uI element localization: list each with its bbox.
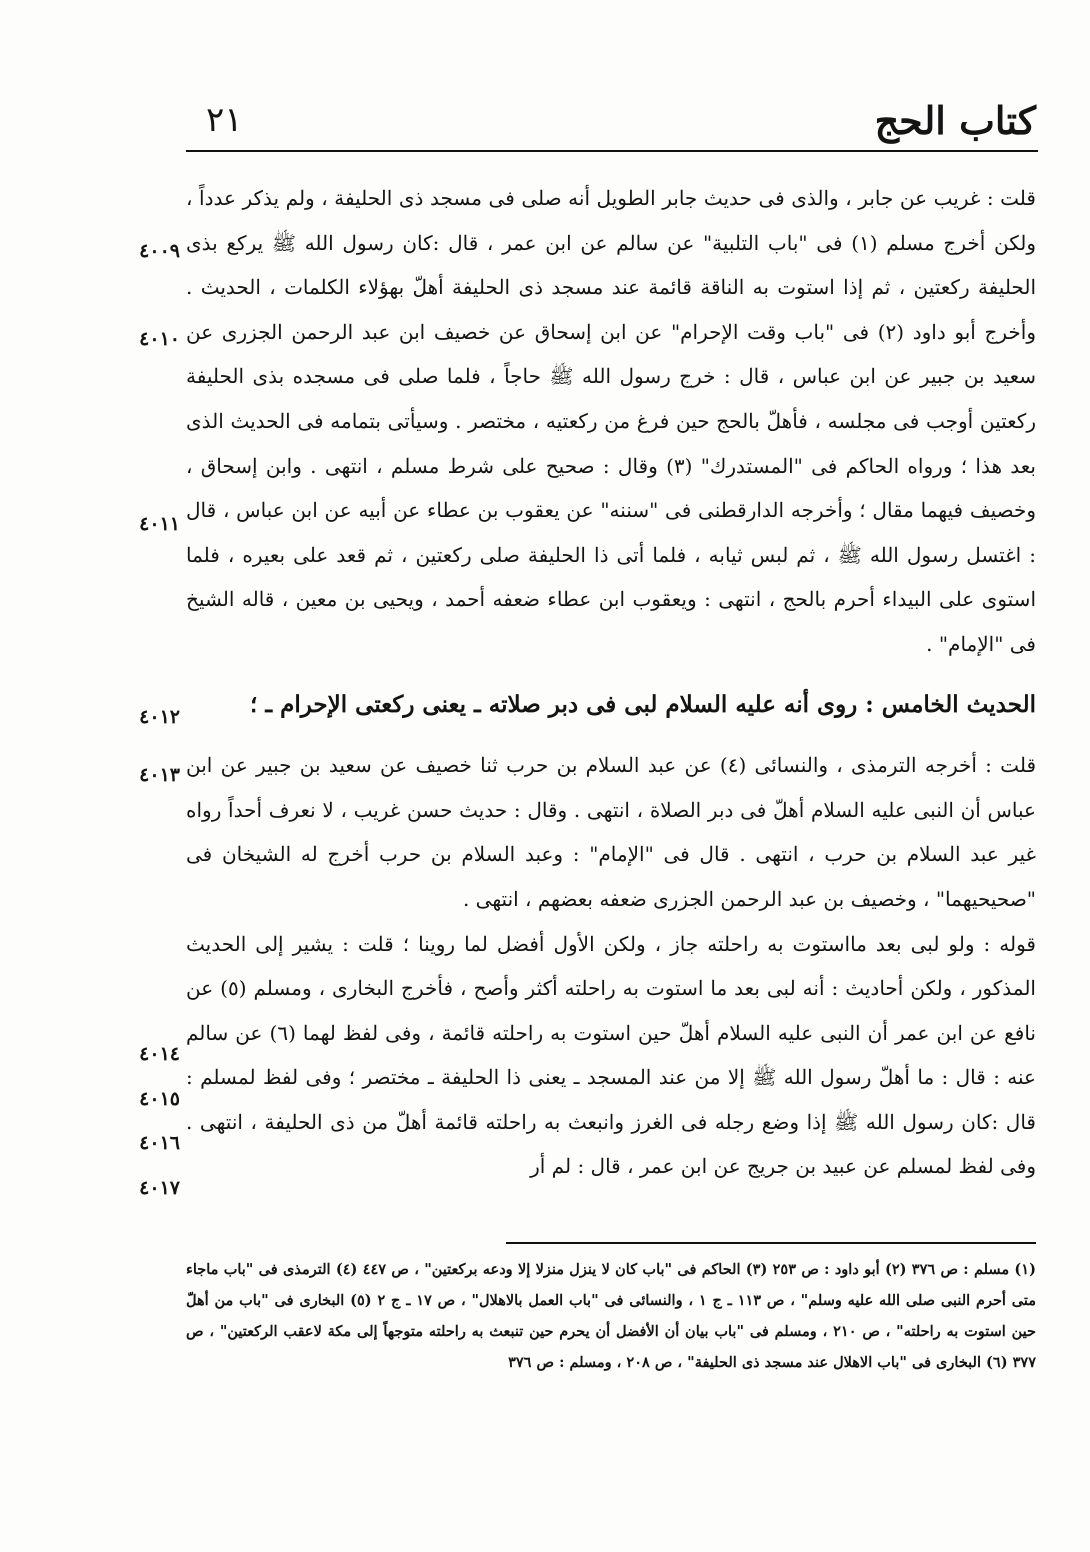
footnote-rule — [506, 1242, 1036, 1244]
paragraph-gap — [186, 667, 1036, 683]
hadith-number: ٤٠١٣ — [139, 764, 180, 786]
header-rule — [186, 150, 1038, 152]
paragraph-gap — [186, 727, 1036, 743]
hadith-number: ٤٠١٢ — [139, 706, 180, 728]
paragraph-tirmidhi-commentary: قلت : أخرجه الترمذى ، والنسائى (٤) عن عبد السلام بن حرب ثنا خصيف عن سعيد بن جبير عن ابن عباس أن النبى عليه السلام أهلّ فى دبر الصلاة ، انتهى . وقال : حديث حسن غريب ، لا نعرف أحداً رواه غير عبد السلام بن حرب ، انتهى . قال فى "الإمام" : وعبد السلام بن حرب أخرج له الشيخان فى "صحيحيهما" ، وخصيف بن عبد الرحمن الجزرى ضعفه بعضهم ، انتهى . — [186, 753, 1036, 911]
footnote-text: (١) مسلم : ص ٣٧٦ (٢) أبو داود : ص ٢٥٣ (٣) الحاكم فى "باب كان لا ينزل منزلا إلا ودعه بركعتين" ، ص ٤٤٧ (٤) الترمذى فى "باب ماجاء متى أحرم النبى صلى الله عليه وسلم" ، ص ١١٣ ـ ج ١ ، والنسائى فى "باب العمل بالاهلال" ، ص ١٧ ـ ج ٢ (٥) البخارى فى "باب من أهلّ حين استوت به راحلته" ، ص ٢١٠ ، ومسلم فى "باب بيان أن الأفضل أن يحرم حين تنبعث به راحلته متوجهاً إلى مكة لاعقب الركعتين" ، ص ٣٧٧ (٦) البخارى فى "باب الاهلال عند مسجد ذى الحليفة" ، ص ٢٠٨ ، ومسلم : ص ٣٧٦ — [186, 1261, 1036, 1371]
page-number: ٢١ — [206, 100, 243, 140]
hadith-number: ٤٠١٧ — [139, 1177, 180, 1199]
page-header — [186, 96, 1036, 148]
book-title: كتاب الحج — [874, 98, 1036, 143]
hadith-heading-fifth: الحديث الخامس : روى أنه عليه السلام لبى فى دبر صلاته ـ يعنى ركعتى الإحرام ـ ؛ — [250, 690, 1036, 718]
paragraph-qawluhu: قوله : ولو لبى بعد مااستوت به راحلته جاز ، ولكن الأول أفضل لما روينا ؛ قلت : يشير إلى الحديث المذكور ، ولكن أحاديث : أنه لبى بعد ما استوت به راحلته أكثر وأصح ، فأخرج البخارى ، ومسلم (٥) عن نافع عن ابن عمر أن النبى عليه السلام أهلّ حين استوت به راحلته قائمة ، وفى لفظ لهما (٦) عن سالم عنه : قال : ما أهلّ رسول الله ﷺ إلا من عند المسجد ـ يعنى ذا الحليفة ـ مختصر ؛ وفى لفظ لمسلم : قال :كان رسول الله ﷺ إذا وضع رجله فى الغرز وانبعث به راحلته قائمة أهلّ من ذى الحليفة ، انتهى . وفى لفظ لمسلم عن عبيد بن جريج عن ابن عمر ، قال : لم أر — [186, 931, 1036, 1179]
hadith-number: ٤٠١٥ — [139, 1088, 180, 1110]
hadith-number: ٤٠١٤ — [139, 1043, 180, 1065]
hadith-number: ٤٠١٦ — [139, 1132, 180, 1154]
paragraph-jabir-commentary: قلت : غريب عن جابر ، والذى فى حديث جابر الطويل أنه صلى فى مسجد ذى الحليفة ، ولم يذكر عدداً ، ولكن أخرج مسلم (١) فى "باب التلبية" عن سالم عن ابن عمر ، قال :كان رسول الله ﷺ يركع بذى الحليفة ركعتين ، ثم إذا استوت به الناقة قائمة عند مسجد ذى الحليفة أهلّ بهؤلاء الكلمات ، الحديث . وأخرج أبو داود (٢) فى "باب وقت الإحرام" عن ابن إسحاق عن خصيف ابن عبد الرحمن الجزرى عن سعيد بن جبير عن ابن عباس ، قال : خرج رسول الله ﷺ حاجاً ، فلما صلى فى مسجده بذى الحليفة ركعتين أوجب فى مجلسه ، فأهلّ بالحج حين فرغ من ركعتيه ، مختصر . وسيأتى بتمامه فى الحديث الذى بعد هذا ؛ ورواه الحاكم فى "المستدرك" (٣) وقال : صحيح على شرط مسلم ، انتهى . وابن إسحاق ، وخصيف فيهما مقال ؛ وأخرجه الدارقطنى فى "سننه" عن يعقوب بن عطاء عن أبيه عن ابن عباس ، قال : اغتسل رسول الله ﷺ ، ثم لبس ثيابه ، فلما أتى ذا الحليفة صلى ركعتين ، ثم قعد على بعيره ، فلما استوى على البيداء أحرم بالحج ، انتهى : ويعقوب ابن عطاء ضعفه أحمد ، ويحيى بن معين ، قاله الشيخ فى "الإمام" . — [186, 186, 1036, 656]
hadith-number: ٤٠١٠ — [139, 328, 180, 350]
main-text — [186, 176, 1036, 1189]
hadith-number: ٤٠١١ — [139, 513, 180, 535]
hadith-number: ٤٠٠٩ — [139, 240, 180, 262]
footnotes — [186, 1254, 1036, 1378]
